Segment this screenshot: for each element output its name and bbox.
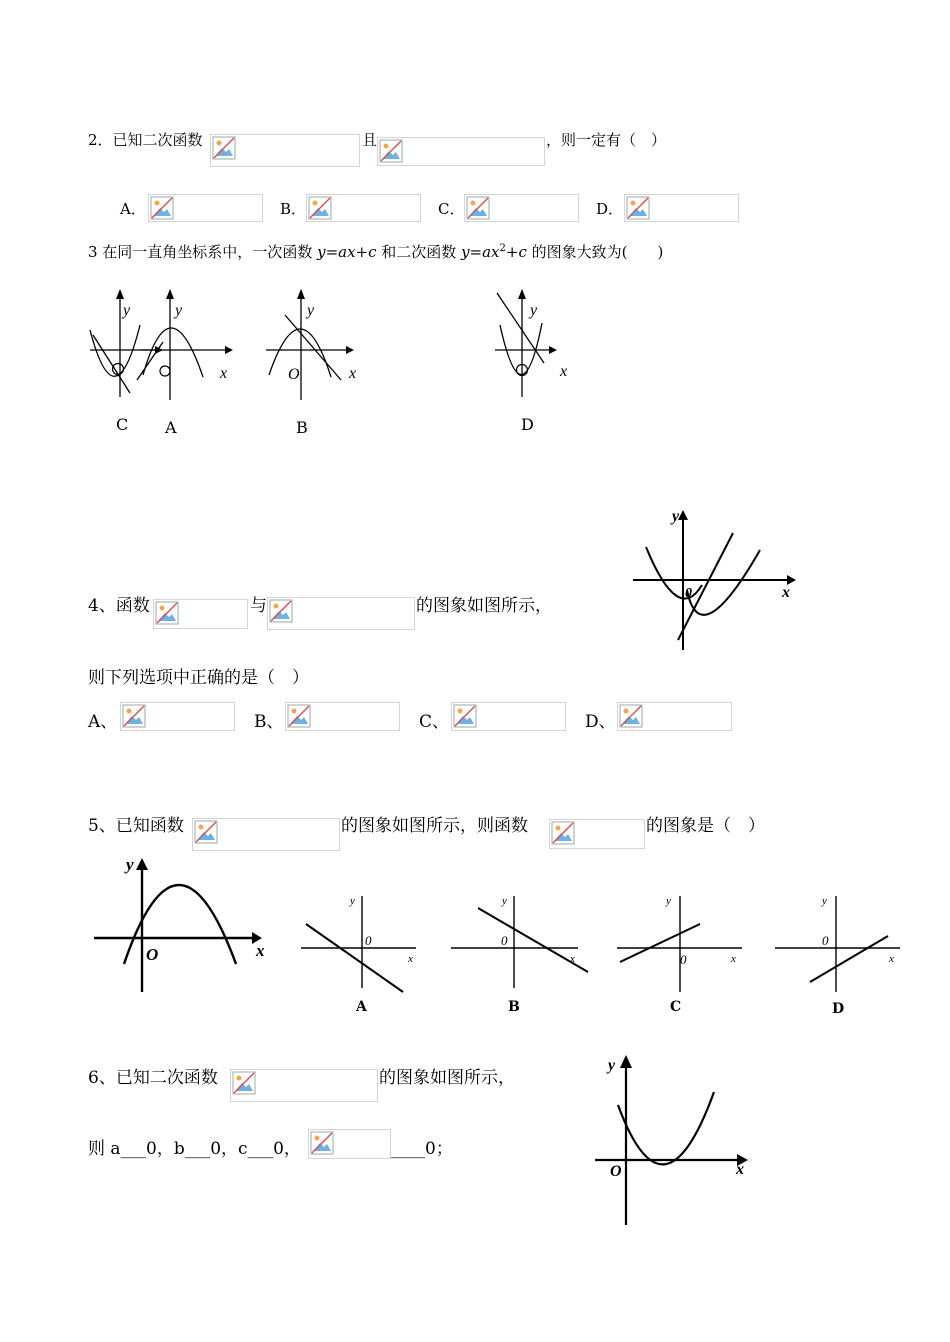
broken-image-icon <box>551 821 575 845</box>
axis-y-label: y <box>822 895 827 907</box>
axis-x-label: x <box>256 941 265 960</box>
broken-image-icon <box>466 196 490 220</box>
option-image-placeholder <box>120 702 235 731</box>
axis-y-label: y <box>126 855 134 874</box>
q2-text-b: 且 <box>362 131 378 149</box>
broken-image-icon <box>379 139 403 163</box>
formula-image-placeholder <box>267 597 415 630</box>
origin-label: 0 <box>822 933 829 948</box>
formula-image-placeholder <box>308 1129 391 1159</box>
broken-image-icon <box>310 1131 334 1155</box>
q6-graph <box>592 1050 762 1230</box>
broken-image-icon <box>155 601 179 625</box>
q5-label-b: B <box>508 999 520 1015</box>
option-image-placeholder <box>624 194 739 222</box>
q2-text-c: ，则一定有（ ） <box>546 131 667 149</box>
broken-image-icon <box>626 196 650 220</box>
broken-image-icon <box>269 599 293 623</box>
formula-image-placeholder <box>377 137 545 166</box>
q2-option-b: B． <box>280 200 307 218</box>
q5-text-c: 的图象是（ ） <box>646 816 765 836</box>
q5-text-b: 的图象如图所示，则函数 <box>341 816 528 836</box>
option-image-placeholder <box>285 702 400 731</box>
q4-graph <box>630 505 805 655</box>
formula-image-placeholder <box>549 819 645 849</box>
axis-x-label: x <box>349 365 357 382</box>
q4-line2: 则下列选项中正确的是（ ） <box>88 668 309 688</box>
formula-image-placeholder <box>230 1069 378 1102</box>
axis-x-label: x <box>889 953 894 965</box>
q4-option-a: A、 <box>88 712 118 732</box>
q2-option-d: D． <box>596 200 624 218</box>
axis-y-label: y <box>666 895 671 907</box>
q4-option-c: C、 <box>419 712 450 732</box>
q6-line2-b: ____0； <box>391 1139 453 1159</box>
option-image-placeholder <box>148 194 263 222</box>
formula-image-placeholder <box>192 818 340 851</box>
q3-quad-sup: 2 <box>499 243 506 254</box>
option-image-placeholder <box>617 702 732 731</box>
q3-linear: y=ax+c <box>317 243 377 261</box>
broken-image-icon <box>308 196 332 220</box>
broken-image-icon <box>619 704 643 728</box>
axis-y-label: y <box>350 895 355 907</box>
q3-mid: 和二次函数 <box>376 243 462 261</box>
origin-label: 0 <box>501 933 508 948</box>
origin-label: 0 <box>685 586 692 601</box>
axis-x-label: x <box>570 953 575 965</box>
q5-option-d-graph <box>772 888 907 998</box>
origin-label: O <box>610 1163 622 1180</box>
q6-text-a: 6、已知二次函数 <box>88 1068 218 1088</box>
axis-y-label: y <box>672 508 680 525</box>
q5-option-c-graph <box>614 888 749 998</box>
q3-prefix: 3 在同一直角坐标系中，一次函数 <box>88 243 318 261</box>
axis-y-label: y <box>608 1057 616 1074</box>
q3-graph-d <box>492 285 582 405</box>
graph-label-b: B <box>296 418 308 437</box>
q3-question <box>88 241 663 262</box>
q5-label-c: C <box>670 999 682 1015</box>
q5-label-a: A <box>356 999 367 1015</box>
axis-x-label: x <box>220 365 228 382</box>
q5-main-graph <box>90 852 280 994</box>
q4-text-b: 与 <box>250 596 267 616</box>
q4-option-b: B、 <box>254 712 284 732</box>
axis-x-label: x <box>560 363 568 380</box>
axis-x-label: x <box>782 584 790 601</box>
axis-y-label: y <box>530 302 538 319</box>
origin-label: O <box>146 945 159 964</box>
axis-y-label: y <box>175 302 183 319</box>
broken-image-icon <box>150 196 174 220</box>
q6-line2-a: 则 a___0，b___0，c___0， <box>88 1139 301 1159</box>
q5-text-a: 5、已知函数 <box>88 816 184 836</box>
q4-text-a: 4、函数 <box>88 596 150 616</box>
origin-label: O <box>288 366 300 383</box>
origin-label: 0 <box>365 933 372 948</box>
broken-image-icon <box>453 704 477 728</box>
option-image-placeholder <box>464 194 579 222</box>
axis-x-label: x <box>408 953 413 965</box>
q5-label-d: D <box>832 1001 845 1017</box>
q5-option-a-graph <box>298 888 428 998</box>
q6-text-b: 的图象如图所示， <box>379 1068 515 1088</box>
broken-image-icon <box>194 820 218 844</box>
axis-y-label: y <box>123 302 131 319</box>
q3-graph-b <box>263 285 368 405</box>
formula-image-placeholder <box>153 599 248 629</box>
formula-image-placeholder <box>210 134 360 167</box>
axis-y-label: y <box>502 895 507 907</box>
graph-label-d: D <box>521 415 534 434</box>
axis-y-label: y <box>307 302 315 319</box>
q3-quad-b: +c <box>505 243 527 261</box>
q3-graph-a <box>135 285 245 405</box>
axis-x-label: x <box>736 1161 744 1178</box>
origin-label: 0 <box>680 952 687 967</box>
broken-image-icon <box>122 704 146 728</box>
option-image-placeholder <box>451 702 566 731</box>
graph-label-a: A <box>165 418 177 437</box>
q4-option-d: D、 <box>585 712 616 732</box>
graph-label-c: C <box>116 415 129 434</box>
q2-option-a: A． <box>120 200 146 218</box>
option-image-placeholder <box>306 194 421 222</box>
broken-image-icon <box>212 136 236 160</box>
broken-image-icon <box>287 704 311 728</box>
q5-option-b-graph <box>448 888 593 998</box>
broken-image-icon <box>232 1071 256 1095</box>
axis-x-label: x <box>731 953 736 965</box>
q3-suffix: 的图象大致为( ) <box>526 243 664 261</box>
q2-option-c: C． <box>438 200 465 218</box>
q3-quad-a: y=ax <box>461 243 500 261</box>
q2-text-a: 2．已知二次函数 <box>88 131 203 149</box>
q4-text-c: 的图象如图所示， <box>416 596 552 616</box>
